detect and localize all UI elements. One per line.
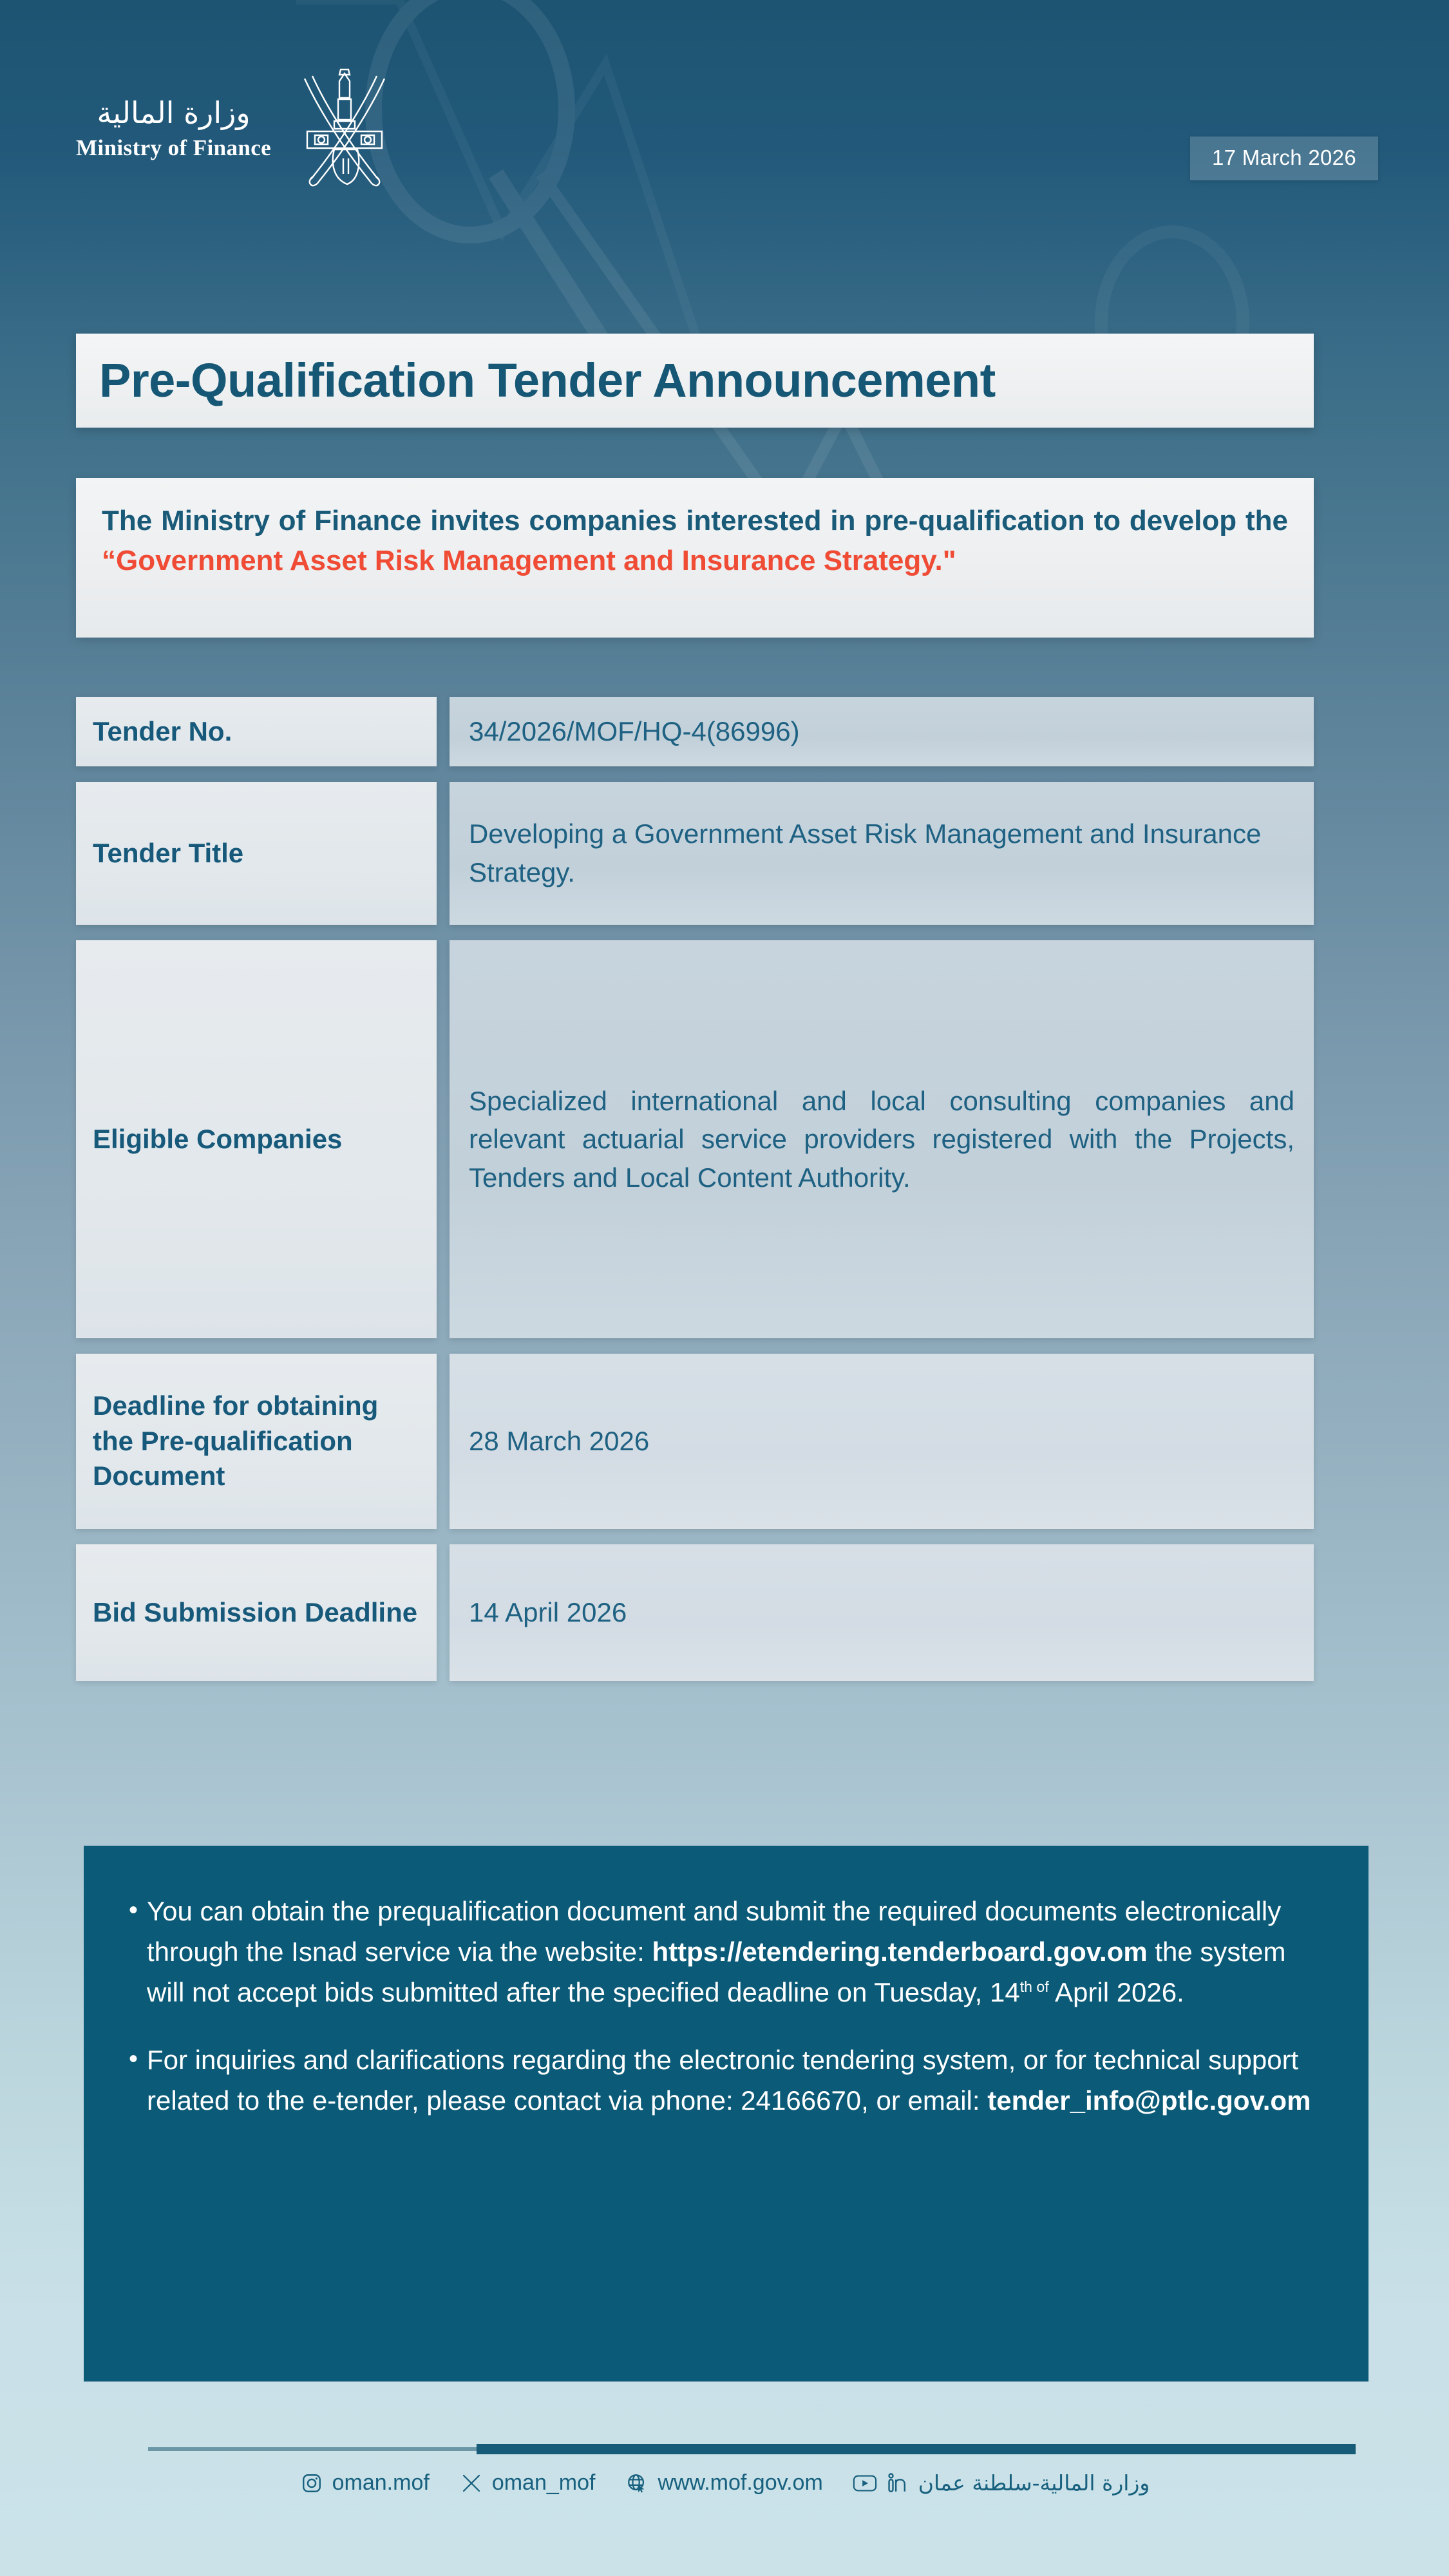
intro-paragraph (102, 501, 1288, 582)
note-ordinal: th of (1019, 1978, 1049, 1995)
logo-arabic-label: وزارة المالية (97, 95, 251, 130)
note-link-website[interactable]: https://etendering.tenderboard.gov.om (652, 1937, 1148, 1967)
row-value-tender-title (450, 782, 1314, 925)
footer-social-bar (0, 2470, 1449, 2496)
row-label-tender-no (76, 697, 437, 766)
label-text: Bid Submission Deadline (93, 1596, 418, 1627)
footer-x-handle: oman_mof (491, 2470, 596, 2495)
note-part-1: For inquiries and clarifications regarding the electronic tendering system, or for technical support related to the e-tender, please contact via phone: 24166670, or email: (147, 2045, 1299, 2116)
label-text: Tender Title (93, 837, 244, 868)
row-value-prequalification-deadline (450, 1354, 1314, 1529)
row-label-eligible-companies (76, 940, 437, 1338)
logo-english-label: Ministry of Finance (76, 135, 272, 161)
label-text: Deadline for obtaining the Pre-qualification Document (93, 1390, 379, 1492)
note-link-email[interactable]: tender_info@ptlc.gov.om (987, 2085, 1311, 2116)
tender-details-table (76, 697, 1314, 1696)
intro-highlight-text: “Government Asset Risk Management and Insurance Strategy." (102, 545, 956, 577)
table-row (76, 782, 1314, 925)
intro-lead-text: The Ministry of Finance invites companies interested in pre-qualification to develop the (102, 505, 1288, 536)
note-part-3: April 2026. (1048, 1977, 1184, 2007)
row-label-tender-title (76, 782, 437, 925)
oman-khanjar-emblem-icon (293, 64, 396, 193)
footer-divider-thick (477, 2444, 1356, 2454)
globe-icon (625, 2471, 649, 2496)
footer-website-url: www.mof.gov.om (658, 2470, 823, 2495)
notes-panel (84, 1846, 1368, 2382)
note-part-1: You can obtain the prequalification document and submit the required documents electronically through the Isnad service via the website: (147, 1896, 1282, 1967)
note-text (147, 2040, 1313, 2121)
date-badge: 17 March 2026 (1190, 137, 1378, 180)
footer-instagram[interactable] (299, 2470, 430, 2496)
label-text: Eligible Companies (93, 1123, 343, 1154)
value-text: 28 March 2026 (469, 1426, 650, 1457)
row-label-prequalification-deadline (76, 1354, 437, 1529)
table-row (76, 1354, 1314, 1529)
page-title: Pre-Qualification Tender Announcement (99, 354, 996, 407)
row-value-tender-no (450, 697, 1314, 766)
note-text (147, 1891, 1313, 2012)
youtube-icon (853, 2471, 877, 2496)
footer-instagram-handle: oman.mof (332, 2470, 430, 2495)
poster-header (0, 0, 1449, 245)
table-row (76, 940, 1314, 1338)
instagram-icon (299, 2471, 324, 2496)
value-text: Developing a Government Asset Risk Management and Insurance Strategy. (469, 819, 1262, 887)
note-part-2: the system will not accept bids submitted after the specified deadline on Tuesday, 14 (147, 1937, 1286, 2007)
value-text: Specialized international and local consulting companies and relevant actuarial service providers registered with the Projects, Tenders and Local Content Authority. (469, 1085, 1294, 1193)
value-text: 14 April 2026 (469, 1597, 627, 1628)
row-label-bid-submission-deadline (76, 1544, 437, 1681)
x-twitter-icon (459, 2471, 484, 2496)
row-value-eligible-companies (450, 940, 1314, 1338)
linkedin-icon (886, 2471, 910, 2496)
table-row (76, 1544, 1314, 1681)
logo-wordmark (76, 97, 271, 162)
footer-arabic-handle-group[interactable] (853, 2470, 1150, 2496)
footer-website[interactable] (625, 2470, 822, 2496)
label-text: Tender No. (93, 715, 232, 746)
table-row (76, 697, 1314, 766)
footer-arabic-handle: وزارة المالية-سلطنة عمان (918, 2470, 1150, 2496)
intro-box (76, 478, 1314, 638)
bullet-icon: • (129, 1896, 138, 1924)
ministry-logo (76, 64, 396, 193)
note-item (129, 2040, 1313, 2121)
value-text: 34/2026/MOF/HQ-4(86996) (469, 716, 800, 747)
note-item (129, 1891, 1313, 2012)
row-value-bid-submission-deadline (450, 1544, 1314, 1681)
title-banner (76, 334, 1314, 428)
bullet-icon: • (129, 2045, 138, 2073)
footer-x[interactable] (459, 2470, 596, 2496)
